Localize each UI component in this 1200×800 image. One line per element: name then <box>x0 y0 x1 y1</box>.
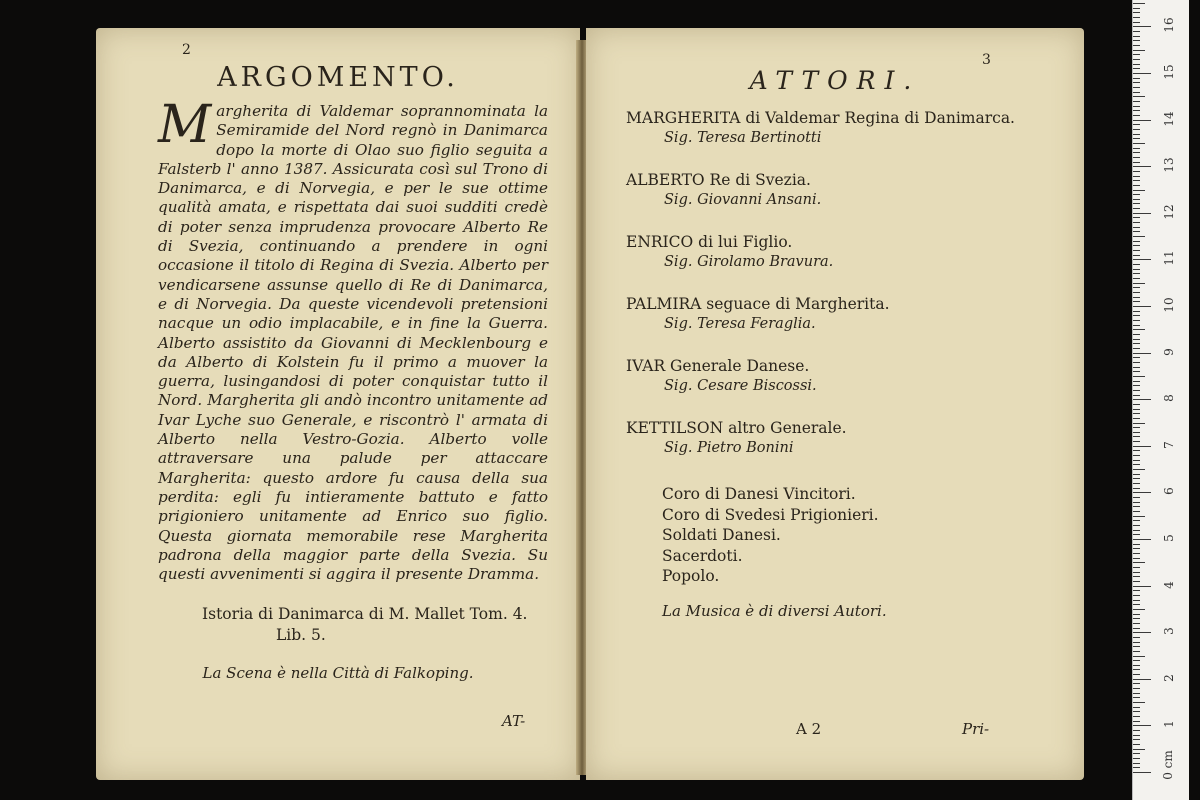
ruler-tick <box>1133 586 1151 587</box>
ruler-tick <box>1133 273 1140 274</box>
ruler-tick <box>1133 157 1140 158</box>
chorus-item: Coro di Danesi Vincitori. <box>662 485 856 503</box>
ruler-tick <box>1133 581 1140 582</box>
singer-name: Sig. Pietro Bonini <box>664 440 794 456</box>
chorus-item: Coro di Svedesi Prigionieri. <box>662 505 879 524</box>
ruler-tick <box>1133 325 1140 326</box>
cast-entry <box>626 356 1066 418</box>
ruler-tick <box>1133 259 1151 260</box>
cast-entry <box>626 170 1066 232</box>
ruler-tick <box>1133 390 1140 391</box>
ruler-label: 16 <box>1162 17 1176 34</box>
ruler-tick <box>1133 409 1140 410</box>
cast-title: ATTORI. <box>749 66 921 95</box>
ruler-tick <box>1133 735 1140 736</box>
ruler-tick <box>1133 92 1140 93</box>
ruler-tick <box>1133 152 1140 153</box>
ruler-tick <box>1133 614 1140 615</box>
ruler-tick <box>1133 576 1140 577</box>
ruler-tick <box>1133 739 1140 740</box>
ruler-tick <box>1133 8 1140 9</box>
ruler-tick <box>1133 506 1140 507</box>
ruler-label: 9 <box>1162 347 1176 356</box>
ruler-tick <box>1133 339 1140 340</box>
ruler-label: 12 <box>1162 204 1176 220</box>
chorus-list <box>662 484 1042 587</box>
ruler-tick <box>1133 264 1140 265</box>
ruler-tick <box>1133 474 1140 475</box>
role-name: KETTILSON altro Generale. <box>626 419 847 437</box>
ruler-tick <box>1133 101 1140 102</box>
page-number-left: 2 <box>182 42 191 58</box>
ruler-tick <box>1133 711 1140 712</box>
ruler-tick <box>1133 446 1151 447</box>
ruler-tick <box>1133 767 1140 768</box>
ruler-label: 14 <box>1162 110 1176 127</box>
ruler-tick <box>1133 632 1151 633</box>
ruler-tick <box>1133 222 1140 223</box>
ruler-tick <box>1133 3 1145 4</box>
ruler-tick <box>1133 665 1140 666</box>
ruler-tick <box>1133 511 1140 512</box>
ruler-tick <box>1133 283 1145 284</box>
ruler-tick <box>1133 725 1151 726</box>
argument-title: ARGOMENTO. <box>217 62 459 93</box>
cast-list <box>626 108 1066 480</box>
source-line-2: Lib. 5. <box>276 626 326 644</box>
ruler-tick <box>1133 455 1140 456</box>
role-name: MARGHERITA di Valdemar Regina di Danimarca. <box>626 109 1015 127</box>
ruler-tick <box>1133 488 1140 489</box>
argument-text: argherita di Valdemar soprannominata la Semiramide del Nord regnò in Danimarca dopo la morte di Olao suo figlio seguita a Falsterb l' anno 1387. Assicurata così sul Trono di Danimarca, e di Norvegia, e per le sue ottime qualità amata, e rispettata dai suoi sudditi credè di poter senza imprudenza provocare Alberto Re di Svezia, continuando a prendere in ogni occasione il titolo di Regina di Svezia. Alberto per vendicarsene assunse quello di Re di Danimarca, e di Norvegia. Da queste vicendevoli pretensioni nacque un odio implacabile, e in fine la Guerra. Alberto assistito da Giovanni di Mecklenbourg e da Alberto di Kolstein fu il primo a muover la guerra, lusingandosi di poter conquistar tutto il Nord. Margherita gli andò incontro unitamente ad Ivar Lyche suo Generale, e riscontrò l' armata di Alberto nella Vestro-Gozia. Alberto volle attraversare una palude per attaccare Margherita: questo ardore fu causa della sua perdita: egli fu intieramente battuto e fatto prigioniero unitamente ad Enrico suo figlio. Questa giornata memorabile rese Margherita padrona della maggior parte della Svezia. Su questi avvenimenti si aggira il presente Dramma. <box>158 102 548 584</box>
ruler-tick <box>1133 171 1140 172</box>
ruler-tick <box>1133 413 1140 414</box>
ruler-tick <box>1133 385 1140 386</box>
ruler-tick <box>1133 520 1140 521</box>
measuring-ruler <box>1132 0 1189 800</box>
ruler-tick <box>1133 730 1140 731</box>
singer-name: Sig. Girolamo Bravura. <box>664 254 834 270</box>
ruler-tick <box>1133 73 1151 74</box>
singer-name: Sig. Teresa Feraglia. <box>664 316 816 332</box>
ruler-tick <box>1133 530 1140 531</box>
role-name: IVAR Generale Danese. <box>626 357 810 375</box>
ruler-tick <box>1133 12 1140 13</box>
ruler-label: 5 <box>1162 534 1176 542</box>
left-page <box>96 28 580 780</box>
ruler-tick <box>1133 548 1140 549</box>
ruler-tick <box>1133 176 1140 177</box>
ruler-tick <box>1133 199 1140 200</box>
cast-entry <box>626 232 1066 294</box>
ruler-tick <box>1133 683 1140 684</box>
chorus-item: Popolo. <box>662 567 720 585</box>
ruler-tick <box>1133 269 1140 270</box>
ruler-tick <box>1133 64 1140 65</box>
role-name: PALMIRA seguace di Margherita. <box>626 295 890 313</box>
ruler-tick <box>1133 534 1140 535</box>
ruler-tick <box>1133 497 1140 498</box>
ruler-tick <box>1133 749 1145 750</box>
ruler-tick <box>1133 623 1140 624</box>
catchword-right: Pri- <box>962 720 990 738</box>
ruler-tick <box>1133 203 1140 204</box>
music-credit: La Musica è di diversi Autori. <box>662 602 887 620</box>
ruler-tick <box>1133 558 1140 559</box>
role-name: ALBERTO Re di Svezia. <box>626 171 811 189</box>
ruler-tick <box>1133 525 1140 526</box>
ruler-tick <box>1133 427 1140 428</box>
ruler-tick <box>1133 744 1140 745</box>
ruler-label: 8 <box>1162 394 1176 403</box>
ruler-tick <box>1133 362 1140 363</box>
ruler-label: 1 <box>1162 720 1176 729</box>
ruler-tick <box>1133 567 1140 568</box>
ruler-tick <box>1133 642 1140 643</box>
ruler-tick <box>1133 31 1140 32</box>
ruler-label: 3 <box>1162 627 1176 636</box>
ruler-tick <box>1133 106 1140 107</box>
ruler-tick <box>1133 250 1140 251</box>
ruler-tick <box>1133 348 1140 349</box>
ruler-tick <box>1133 669 1140 670</box>
ruler-tick <box>1133 190 1145 191</box>
ruler-tick <box>1133 604 1140 605</box>
ruler-label: 6 <box>1162 487 1176 496</box>
ruler-tick <box>1133 688 1140 689</box>
ruler-tick <box>1133 646 1140 647</box>
ruler-tick <box>1133 432 1140 433</box>
ruler-tick <box>1133 306 1151 307</box>
ruler-tick <box>1133 292 1140 293</box>
ruler-tick <box>1133 36 1140 37</box>
ruler-label: 2 <box>1162 673 1176 682</box>
ruler-tick <box>1133 129 1140 130</box>
ruler-tick <box>1133 609 1145 610</box>
ruler-tick <box>1133 26 1151 27</box>
ruler-tick <box>1133 492 1151 493</box>
ruler-tick <box>1133 399 1151 400</box>
ruler-tick <box>1133 502 1140 503</box>
ruler-tick <box>1133 693 1140 694</box>
source-line-1: Istoria di Danimarca di M. Mallet Tom. 4. <box>202 605 528 623</box>
ruler-tick <box>1133 82 1140 83</box>
ruler-tick <box>1133 539 1151 540</box>
ruler-tick <box>1133 516 1145 517</box>
ruler-tick <box>1133 96 1145 97</box>
ruler-tick <box>1133 138 1140 139</box>
ruler-tick <box>1133 758 1140 759</box>
cast-entry <box>626 418 1066 480</box>
ruler-tick <box>1133 418 1140 419</box>
singer-name: Sig. Teresa Bertinotti <box>664 130 822 146</box>
ruler-tick <box>1133 590 1140 591</box>
ruler-tick <box>1133 59 1140 60</box>
ruler-tick <box>1133 148 1140 149</box>
page-number-right: 3 <box>982 52 991 68</box>
ruler-tick <box>1133 301 1140 302</box>
catchword-left: AT- <box>502 712 526 730</box>
ruler-tick <box>1133 45 1140 46</box>
ruler-tick <box>1133 320 1140 321</box>
ruler-tick <box>1133 245 1140 246</box>
ruler-tick <box>1133 483 1140 484</box>
ruler-tick <box>1133 628 1140 629</box>
ruler-tick <box>1133 553 1140 554</box>
ruler-label: 10 <box>1162 297 1176 313</box>
ruler-tick <box>1133 460 1140 461</box>
signature-mark: A 2 <box>796 720 822 738</box>
ruler-tick <box>1133 721 1140 722</box>
ruler-tick <box>1133 343 1140 344</box>
argument-body <box>158 95 548 584</box>
role-name: ENRICO di lui Figlio. <box>626 233 793 251</box>
ruler-tick <box>1133 441 1140 442</box>
ruler-tick <box>1133 618 1140 619</box>
ruler-tick <box>1133 17 1140 18</box>
source-citation <box>202 604 562 646</box>
ruler-tick <box>1133 679 1151 680</box>
ruler-tick <box>1133 753 1140 754</box>
ruler-tick <box>1133 134 1140 135</box>
ruler-tick <box>1133 381 1140 382</box>
ruler-tick <box>1133 143 1145 144</box>
ruler-tick <box>1133 763 1140 764</box>
ruler-tick <box>1133 208 1140 209</box>
ruler-tick <box>1133 287 1140 288</box>
ruler-tick <box>1133 329 1145 330</box>
singer-name: Sig. Giovanni Ansani. <box>664 192 822 208</box>
ruler-tick <box>1133 227 1140 228</box>
ruler-tick <box>1133 544 1140 545</box>
ruler-label: 11 <box>1162 250 1176 267</box>
ruler-tick <box>1133 217 1140 218</box>
ruler-tick <box>1133 702 1145 703</box>
ruler-tick <box>1133 231 1140 232</box>
ruler-tick <box>1133 297 1140 298</box>
ruler-tick <box>1133 278 1140 279</box>
ruler-tick <box>1133 22 1140 23</box>
ruler-tick <box>1133 115 1140 116</box>
ruler-tick <box>1133 395 1140 396</box>
ruler-tick <box>1133 236 1145 237</box>
ruler-tick <box>1133 660 1140 661</box>
ruler-tick <box>1133 78 1140 79</box>
ruler-tick <box>1133 772 1151 773</box>
ruler-tick <box>1133 436 1140 437</box>
ruler-tick <box>1133 255 1140 256</box>
ruler-tick <box>1133 469 1145 470</box>
ruler-tick <box>1133 595 1140 596</box>
ruler-tick <box>1133 707 1140 708</box>
ruler-label: 13 <box>1162 157 1176 173</box>
cast-entry <box>626 294 1066 356</box>
ruler-tick <box>1133 50 1145 51</box>
ruler-tick <box>1133 180 1140 181</box>
ruler-tick <box>1133 376 1145 377</box>
ruler-tick <box>1133 562 1145 563</box>
ruler-label: 7 <box>1162 440 1176 449</box>
cast-entry <box>626 108 1066 170</box>
ruler-tick <box>1133 68 1140 69</box>
ruler-label: 15 <box>1162 64 1176 80</box>
ruler-tick <box>1133 651 1140 652</box>
ruler-tick <box>1133 478 1140 479</box>
ruler-tick <box>1133 315 1140 316</box>
ruler-tick <box>1133 213 1151 214</box>
chorus-item: Soldati Danesi. <box>662 526 781 544</box>
ruler-tick <box>1133 334 1140 335</box>
ruler-tick <box>1133 656 1145 657</box>
ruler-tick <box>1133 110 1140 111</box>
ruler-tick <box>1133 87 1140 88</box>
chorus-item: Sacerdoti. <box>662 546 743 565</box>
ruler-tick <box>1133 194 1140 195</box>
ruler-tick <box>1133 367 1140 368</box>
ruler-tick <box>1133 572 1140 573</box>
ruler-tick <box>1133 637 1140 638</box>
ruler-tick <box>1133 423 1145 424</box>
ruler-unit-label: 0 cm <box>1161 750 1175 780</box>
ruler-tick <box>1133 40 1140 41</box>
ruler-tick <box>1133 353 1151 354</box>
ruler-tick <box>1133 185 1140 186</box>
ruler-tick <box>1133 450 1140 451</box>
ruler-tick <box>1133 54 1140 55</box>
scene-note: La Scena è nella Città di Falkoping. <box>202 664 474 682</box>
ruler-tick <box>1133 166 1151 167</box>
ruler-tick <box>1133 311 1140 312</box>
ruler-tick <box>1133 120 1151 121</box>
ruler-tick <box>1133 716 1140 717</box>
ruler-tick <box>1133 674 1140 675</box>
ruler-tick <box>1133 464 1140 465</box>
ruler-tick <box>1133 371 1140 372</box>
ruler-tick <box>1133 600 1140 601</box>
drop-cap: M <box>158 95 212 155</box>
ruler-tick <box>1133 241 1140 242</box>
right-page <box>586 28 1084 780</box>
ruler-tick <box>1133 124 1140 125</box>
ruler-tick <box>1133 162 1140 163</box>
ruler-label: 4 <box>1162 580 1176 589</box>
ruler-tick <box>1133 697 1140 698</box>
ruler-tick <box>1133 357 1140 358</box>
singer-name: Sig. Cesare Biscossi. <box>664 378 817 394</box>
ruler-tick <box>1133 404 1140 405</box>
